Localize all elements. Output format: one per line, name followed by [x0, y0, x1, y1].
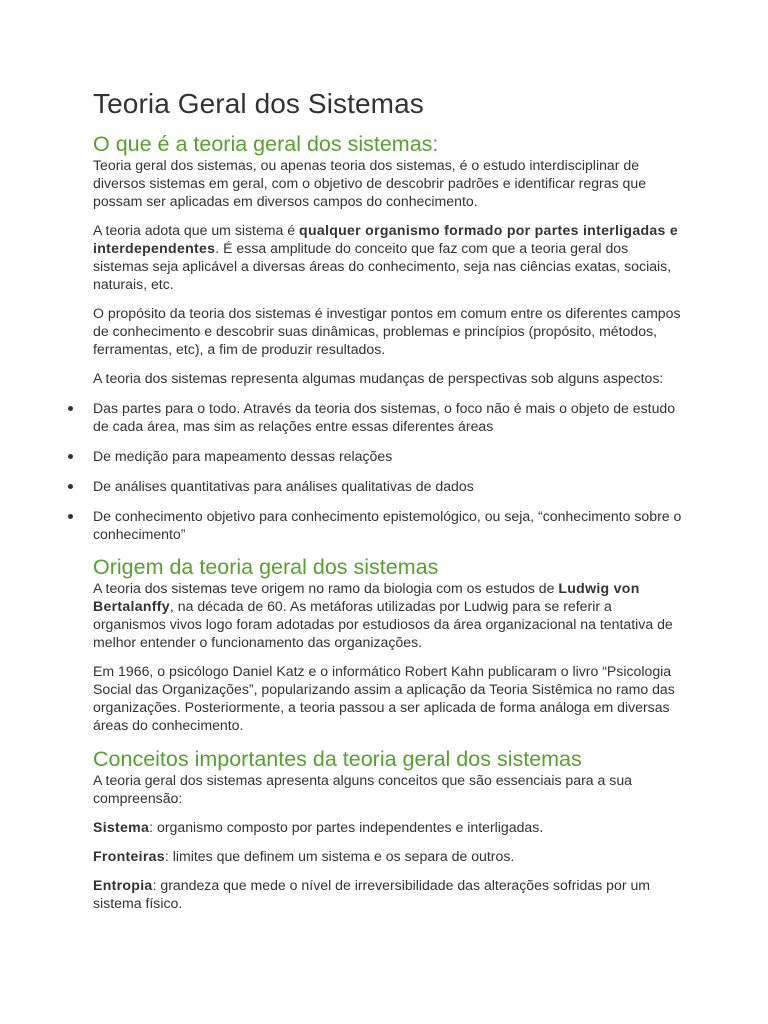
text-run: . É essa amplitude do conceito que faz com que a teoria geral dos sistemas seja aplicável a diversas áreas do conhecimento, seja nas ciências exatas, sociais, naturais, etc.	[93, 240, 672, 292]
list-item	[93, 507, 683, 543]
paragraph-system-concept	[93, 221, 683, 293]
bullet-icon	[68, 484, 73, 489]
term-label: Entropia	[93, 877, 153, 893]
bold-text: qualquer organismo formado por partes interligadas e interdependentes	[93, 222, 679, 256]
list-item-text: De conhecimento objetivo para conhecimento epistemológico, ou seja, “conhecimento sobre o conhecimento”	[93, 508, 682, 542]
bold-text: Ludwig von Bertalanffy	[93, 580, 640, 614]
bullet-icon	[68, 454, 73, 459]
section-heading-what-is: O que é a teoria geral dos sistemas:	[93, 132, 439, 156]
paragraph-history: Em 1966, o psicólogo Daniel Katz e o informático Robert Kahn publicaram o livro “Psicologia Social das Organizações”, popularizando assim a aplicação da Teoria Sistêmica no ramo das organizações. Posteriormente, a teoria passou a ser aplicada de forma análoga em diversas áreas do conhecimento.	[93, 663, 675, 733]
term-definition	[93, 876, 683, 912]
text-run: A teoria adota que um sistema é	[93, 222, 300, 238]
text-run: A teoria dos sistemas teve origem no ramo da biologia com os estudos de	[93, 580, 559, 596]
term-text: : limites que definem um sistema e os separa de outros.	[164, 848, 515, 864]
paragraph-perspectives: A teoria dos sistemas representa algumas mudanças de perspectivas sob alguns aspectos:	[93, 370, 664, 386]
term-label: Fronteiras	[93, 848, 165, 864]
paragraph-definition: Teoria geral dos sistemas, ou apenas teoria dos sistemas, é o estudo interdisciplinar de diversos sistemas em geral, com o objetivo de descobrir padrões e identificar regras que possam ser aplicadas em diversos campos do conhecimento.	[93, 157, 647, 209]
section-heading-concepts: Conceitos importantes da teoria geral dos sistemas	[93, 747, 582, 771]
term-definition	[93, 818, 683, 836]
list-item-text: De análises quantitativas para análises qualitativas de dados	[93, 478, 474, 494]
term-text: : grandeza que mede o nível de irreversibilidade das alterações sofridas por um sistema físico.	[93, 877, 651, 911]
list-item-text: De medição para mapeamento dessas relações	[93, 448, 393, 464]
page-title: Teoria Geral dos Sistemas	[93, 88, 424, 119]
term-definition	[93, 847, 683, 865]
section-heading-origin: Origem da teoria geral dos sistemas	[93, 555, 439, 579]
list-item	[93, 399, 683, 435]
term-label: Sistema	[93, 819, 150, 835]
text-run: , na década de 60. As metáforas utilizadas por Ludwig para se referir a organismos vivos logo foram adotadas por estudiosos da área organizacional na tentativa de melhor entender o funcionamento das organizações.	[93, 598, 673, 650]
term-text: : organismo composto por partes independentes e interligadas.	[149, 819, 544, 835]
bullet-icon	[68, 514, 73, 519]
paragraph-purpose: O propósito da teoria dos sistemas é investigar pontos em comum entre os diferentes campos de conhecimento e descobrir suas dinâmicas, problemas e princípios (propósito, métodos, ferramentas, etc), a fim de produzir resultados.	[93, 305, 681, 357]
list-item	[93, 477, 683, 495]
paragraph-origin	[93, 579, 683, 651]
list-item	[93, 447, 683, 465]
list-item-text: Das partes para o todo. Através da teoria dos sistemas, o foco não é mais o objeto de estudo de cada área, mas sim as relações entre essas diferentes áreas	[93, 400, 676, 434]
document-page	[93, 86, 683, 912]
bullet-icon	[68, 406, 73, 411]
bullet-list	[93, 399, 683, 543]
paragraph-concepts-intro: A teoria geral dos sistemas apresenta alguns conceitos que são essenciais para a sua compreensão:	[93, 772, 633, 806]
